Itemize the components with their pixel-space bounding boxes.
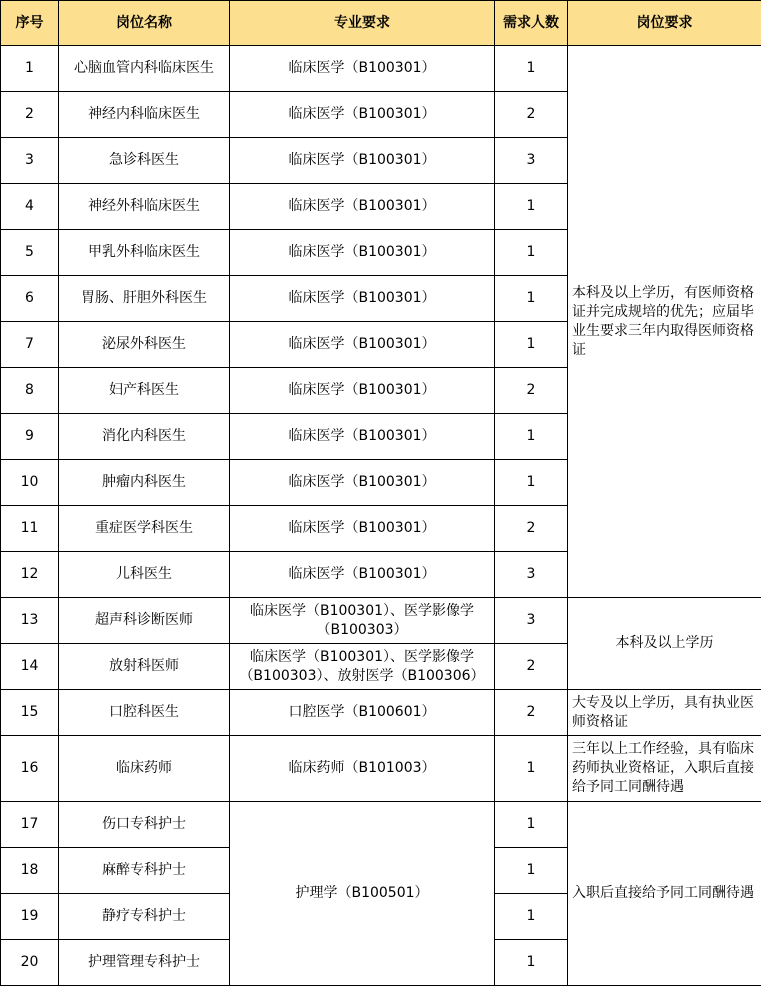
cell-no: 11 xyxy=(1,506,59,552)
cell-major: 临床医学（B100301） xyxy=(230,230,495,276)
cell-position: 超声科诊断医师 xyxy=(59,598,230,644)
cell-position: 儿科医生 xyxy=(59,552,230,598)
cell-no: 14 xyxy=(1,644,59,690)
cell-no: 13 xyxy=(1,598,59,644)
cell-position: 麻醉专科护士 xyxy=(59,848,230,894)
cell-count: 3 xyxy=(495,598,568,644)
cell-count: 1 xyxy=(495,940,568,986)
cell-major: 临床医学（B100301） xyxy=(230,506,495,552)
cell-major: 临床药师（B101003） xyxy=(230,736,495,802)
cell-count: 3 xyxy=(495,138,568,184)
cell-requirements-imaging: 本科及以上学历 xyxy=(568,598,761,690)
cell-major: 临床医学（B100301） xyxy=(230,184,495,230)
cell-no: 3 xyxy=(1,138,59,184)
cell-count: 3 xyxy=(495,552,568,598)
cell-major: 临床医学（B100301） xyxy=(230,46,495,92)
cell-position: 护理管理专科护士 xyxy=(59,940,230,986)
cell-position: 口腔科医生 xyxy=(59,690,230,736)
cell-position: 急诊科医生 xyxy=(59,138,230,184)
cell-count: 1 xyxy=(495,230,568,276)
cell-no: 5 xyxy=(1,230,59,276)
cell-no: 19 xyxy=(1,894,59,940)
cell-major-nursing: 护理学（B100501） xyxy=(230,802,495,986)
cell-no: 7 xyxy=(1,322,59,368)
cell-no: 17 xyxy=(1,802,59,848)
cell-count: 2 xyxy=(495,368,568,414)
cell-major: 临床医学（B100301）、医学影像学（B100303）、放射医学（B100306） xyxy=(230,644,495,690)
table-row xyxy=(1,598,761,644)
cell-position: 胃肠、肝胆外科医生 xyxy=(59,276,230,322)
cell-requirements-dental: 大专及以上学历，具有执业医师资格证 xyxy=(568,690,761,736)
cell-count: 1 xyxy=(495,46,568,92)
cell-no: 12 xyxy=(1,552,59,598)
cell-position: 泌尿外科医生 xyxy=(59,322,230,368)
cell-no: 1 xyxy=(1,46,59,92)
cell-count: 1 xyxy=(495,894,568,940)
header-requirements: 岗位要求 xyxy=(568,1,761,46)
cell-position: 临床药师 xyxy=(59,736,230,802)
cell-count: 1 xyxy=(495,802,568,848)
table-row xyxy=(1,802,761,848)
cell-major: 临床医学（B100301） xyxy=(230,138,495,184)
cell-no: 10 xyxy=(1,460,59,506)
cell-count: 1 xyxy=(495,184,568,230)
cell-count: 1 xyxy=(495,414,568,460)
cell-position: 放射科医师 xyxy=(59,644,230,690)
table-row xyxy=(1,690,761,736)
cell-no: 6 xyxy=(1,276,59,322)
cell-major: 临床医学（B100301） xyxy=(230,552,495,598)
cell-no: 2 xyxy=(1,92,59,138)
cell-major: 口腔医学（B100601） xyxy=(230,690,495,736)
cell-no: 20 xyxy=(1,940,59,986)
cell-no: 9 xyxy=(1,414,59,460)
cell-major: 临床医学（B100301）、医学影像学（B100303） xyxy=(230,598,495,644)
cell-no: 15 xyxy=(1,690,59,736)
header-position: 岗位名称 xyxy=(59,1,230,46)
cell-position: 心脑血管内科临床医生 xyxy=(59,46,230,92)
cell-no: 8 xyxy=(1,368,59,414)
cell-position: 重症医学科医生 xyxy=(59,506,230,552)
cell-count: 1 xyxy=(495,848,568,894)
cell-count: 1 xyxy=(495,322,568,368)
cell-major: 临床医学（B100301） xyxy=(230,460,495,506)
cell-position: 消化内科医生 xyxy=(59,414,230,460)
cell-position: 肿瘤内科医生 xyxy=(59,460,230,506)
cell-count: 2 xyxy=(495,92,568,138)
cell-major: 临床医学（B100301） xyxy=(230,92,495,138)
cell-no: 18 xyxy=(1,848,59,894)
cell-major: 临床医学（B100301） xyxy=(230,322,495,368)
cell-position: 静疗专科护士 xyxy=(59,894,230,940)
cell-position: 神经外科临床医生 xyxy=(59,184,230,230)
cell-position: 甲乳外科临床医生 xyxy=(59,230,230,276)
cell-major: 临床医学（B100301） xyxy=(230,414,495,460)
cell-count: 2 xyxy=(495,506,568,552)
header-major: 专业要求 xyxy=(230,1,495,46)
cell-count: 2 xyxy=(495,690,568,736)
cell-requirements-nurses: 入职后直接给予同工同酬待遇 xyxy=(568,802,761,986)
table-row xyxy=(1,736,761,802)
cell-position: 妇产科医生 xyxy=(59,368,230,414)
cell-no: 16 xyxy=(1,736,59,802)
cell-count: 1 xyxy=(495,276,568,322)
cell-requirements-doctors: 本科及以上学历，有医师资格证并完成规培的优先；应届毕业生要求三年内取得医师资格证 xyxy=(568,46,761,598)
cell-major: 临床医学（B100301） xyxy=(230,368,495,414)
cell-position: 伤口专科护士 xyxy=(59,802,230,848)
cell-count: 1 xyxy=(495,460,568,506)
cell-position: 神经内科临床医生 xyxy=(59,92,230,138)
cell-no: 4 xyxy=(1,184,59,230)
header-row xyxy=(1,1,761,46)
header-no: 序号 xyxy=(1,1,59,46)
cell-major: 临床医学（B100301） xyxy=(230,276,495,322)
cell-requirements-pharmacist: 三年以上工作经验，具有临床药师执业资格证，入职后直接给予同工同酬待遇 xyxy=(568,736,761,802)
table-row xyxy=(1,46,761,92)
cell-count: 2 xyxy=(495,644,568,690)
header-count: 需求人数 xyxy=(495,1,568,46)
cell-count: 1 xyxy=(495,736,568,802)
